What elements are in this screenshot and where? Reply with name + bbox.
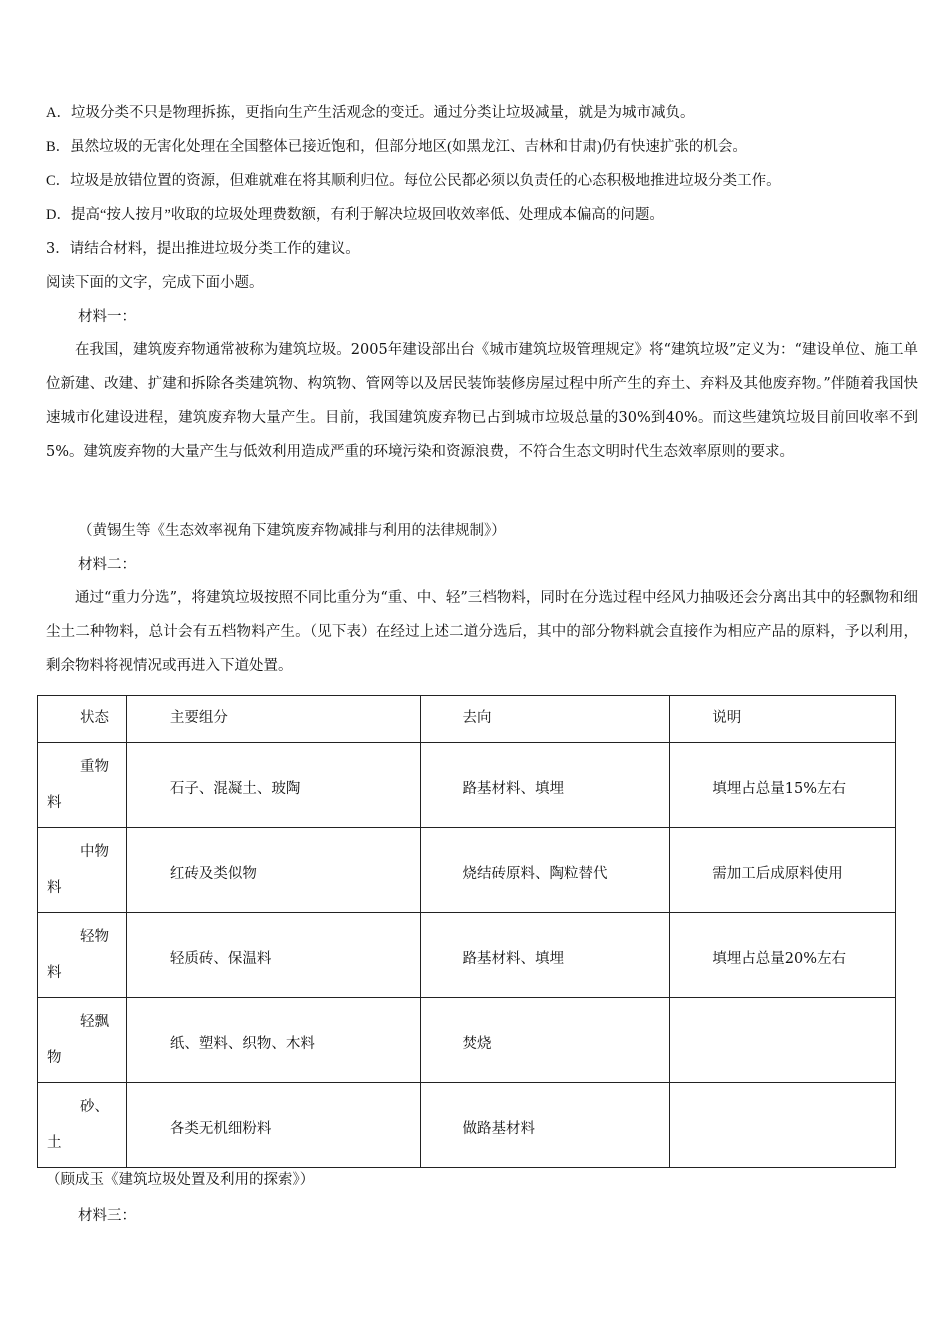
row-components: 石子、混凝土、玻陶 xyxy=(169,781,301,797)
header-components: 主要组分 xyxy=(169,710,228,726)
material2-source: （顾成玉《建筑垃圾处置及利用的探索》） xyxy=(46,1172,315,1188)
row-destination: 路基材料、填埋 xyxy=(462,781,565,797)
option-c-text: 垃圾是放错位置的资源，但难就难在将其顺利归位。每位公民都必须以负责任的心态积极地推进垃圾分类工作。 xyxy=(70,173,781,189)
option-a xyxy=(46,103,918,123)
material3-title: 材料三： xyxy=(78,1208,136,1224)
table-row xyxy=(38,998,896,1083)
row-destination: 路基材料、填埋 xyxy=(462,951,565,967)
option-c xyxy=(46,171,918,191)
option-a-label: A． xyxy=(46,105,71,121)
row-state-line1: 轻物 xyxy=(80,929,109,945)
header-note: 说明 xyxy=(712,710,742,726)
row-note: 填埋占总量20%左右 xyxy=(712,951,846,967)
row-destination: 焚烧 xyxy=(462,1036,492,1052)
row-state-line2: 料 xyxy=(47,880,62,896)
row-state-line2: 土 xyxy=(47,1135,62,1151)
table-row xyxy=(38,913,896,998)
option-d-text: 提高“按人按月”收取的垃圾处理费数额，有利于解决垃圾回收效率低、处理成本偏高的问题。 xyxy=(70,207,664,223)
row-state-line1: 轻飘 xyxy=(80,1014,109,1030)
table-row xyxy=(38,743,896,828)
row-note: 填埋占总量15%左右 xyxy=(712,781,846,797)
material1-body: 在我国，建筑废弃物通常被称为建筑垃圾。2005年建设部出台《城市建筑垃圾管理规定》将“建筑垃圾”定义为：“建设单位、施工单位新建、改建、扩建和拆除各类建筑物、构筑物、管网等以及居民装饰装修房屋过程中所产生的弃土、弃料及其他废弃物。”伴随着我国快速城市化建设进程，建筑废弃物大量产生。目前，我国建筑废弃物已占到城市垃圾总量的30%到40%。而这些建筑垃圾目前回收率不到5%。建筑废弃物的大量产生与低效利用造成严重的环境污染和资源浪费，不符合生态文明时代生态效率原则的要求。 xyxy=(46,342,918,460)
material1-source: （黄锡生等《生态效率视角下建筑废弃物减排与利用的法律规制》） xyxy=(78,523,506,539)
row-state-line1: 中物 xyxy=(80,844,109,860)
row-state-line2: 料 xyxy=(47,965,62,981)
reading-instruction: 阅读下面的文字，完成下面小题。 xyxy=(46,275,264,291)
row-components: 红砖及类似物 xyxy=(169,866,257,882)
table-row xyxy=(38,828,896,913)
row-destination: 烧结砖原料、陶粒替代 xyxy=(462,866,608,882)
question-3: 3．请结合材料，提出推进垃圾分类工作的建议。 xyxy=(46,241,360,257)
row-note: 需加工后成原料使用 xyxy=(712,866,843,882)
header-state: 状态 xyxy=(80,710,109,726)
option-b-label: B． xyxy=(46,139,71,155)
row-components: 各类无机细粉料 xyxy=(169,1121,272,1137)
material1-title: 材料一： xyxy=(78,309,136,325)
row-components: 纸、塑料、织物、木料 xyxy=(169,1036,315,1052)
table-header-row xyxy=(38,696,896,743)
row-state-line2: 料 xyxy=(47,795,62,811)
option-b xyxy=(46,137,918,157)
option-d xyxy=(46,205,918,225)
option-c-label: C． xyxy=(46,173,71,189)
material-table xyxy=(37,695,896,1168)
header-destination: 去向 xyxy=(462,710,492,726)
option-b-text: 虽然垃圾的无害化处理在全国整体已接近饱和，但部分地区(如黑龙江、吉林和甘肃)仍有快速扩张的机会。 xyxy=(70,139,747,155)
material2-body: 通过“重力分选”，将建筑垃圾按照不同比重分为“重、中、轻”三档物料，同时在分选过程中经风力抽吸还会分离出其中的轻飘物和细尘土二种物料，总计会有五档物料产生。（见下表）在经过上述二道分选后，其中的部分物料就会直接作为相应产品的原料，予以利用，剩余物料将视情况或再进入下道处置。 xyxy=(46,590,918,674)
row-state-line1: 重物 xyxy=(80,759,109,775)
row-components: 轻质砖、保温料 xyxy=(169,951,272,967)
option-a-text: 垃圾分类不只是物理拆拣，更指向生产生活观念的变迁。通过分类让垃圾减量，就是为城市减负。 xyxy=(70,105,695,121)
table-row xyxy=(38,1083,896,1168)
option-d-label: D． xyxy=(46,207,71,223)
row-destination: 做路基材料 xyxy=(462,1121,536,1137)
row-state-line2: 物 xyxy=(47,1050,62,1066)
row-state-line1: 砂、 xyxy=(80,1099,109,1115)
material2-title: 材料二： xyxy=(78,557,136,573)
